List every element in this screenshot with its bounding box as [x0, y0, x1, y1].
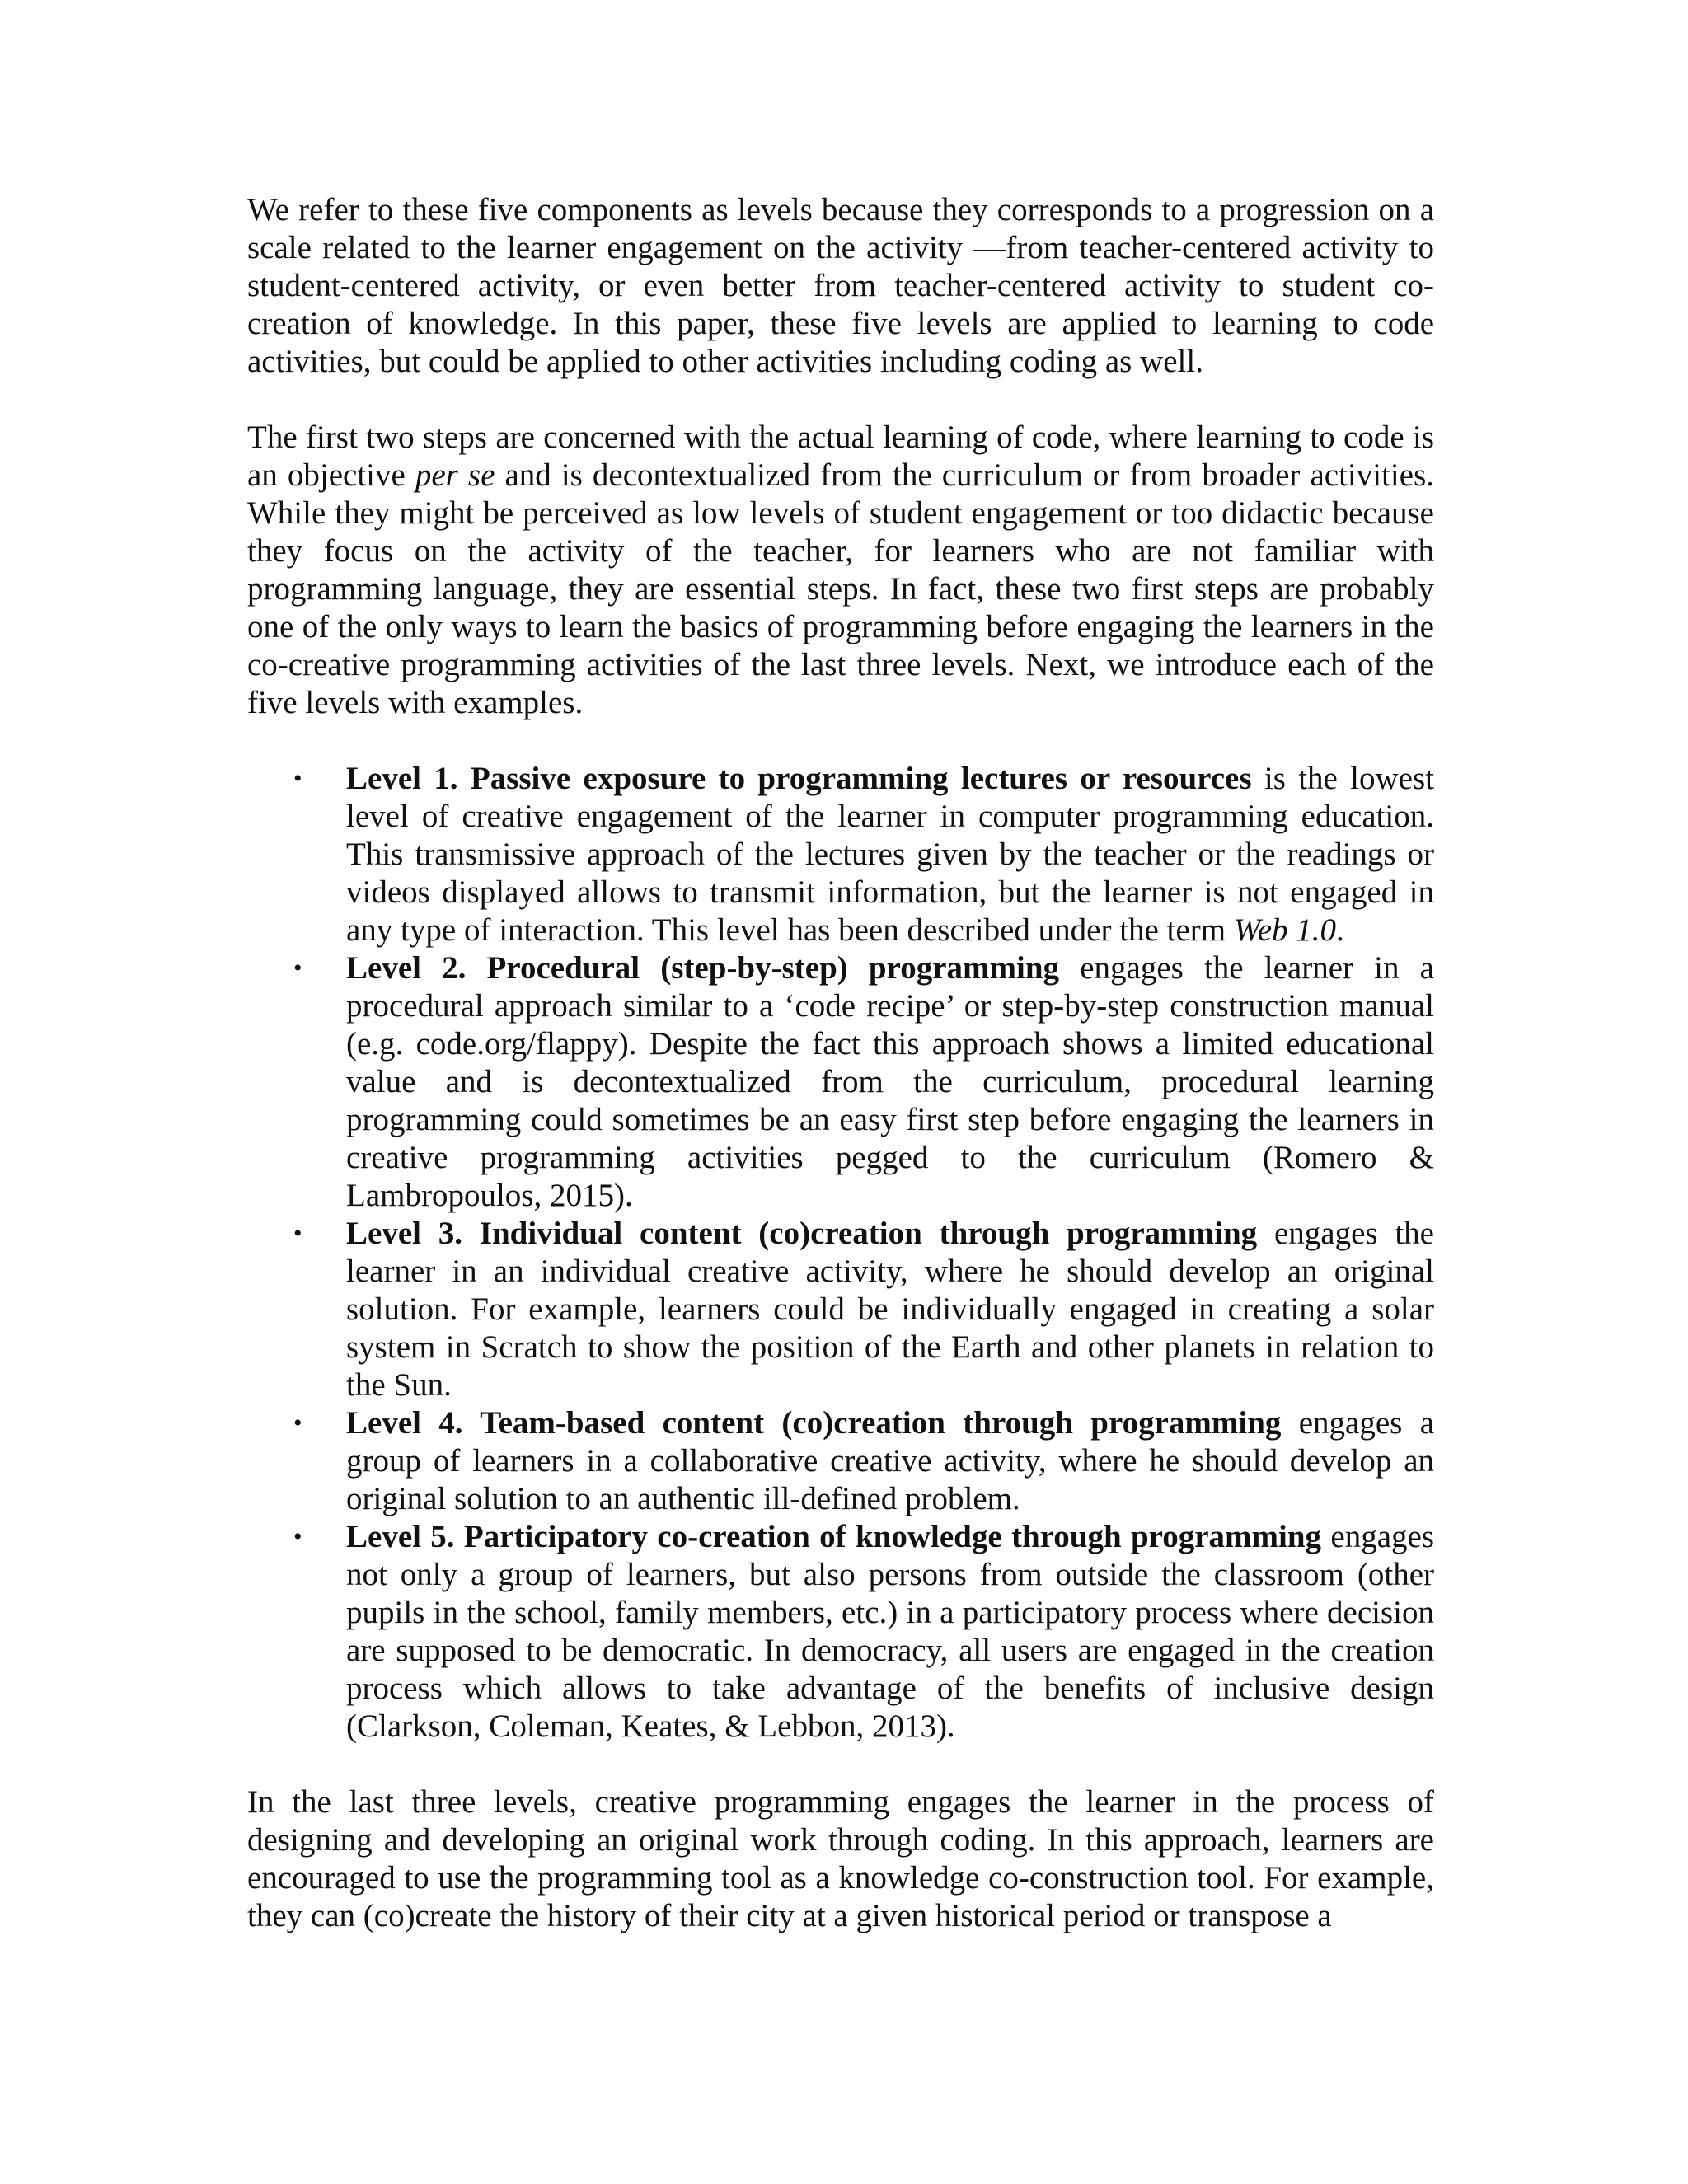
text-segment: engages a group of learners in a collaborative creative activity, where he should develop an original solution to an authentic ill-defined problem.: [346, 1405, 1434, 1516]
level-title: Level 2. Procedural (step-by-step) programming: [346, 950, 1060, 986]
text-segment: The first two steps are concerned with the actual learning of code, where learning to code is an objective: [247, 419, 1434, 493]
text-segment: .: [1336, 912, 1344, 948]
text-segment: engages not only a group of learners, but also persons from outside the classroom (other pupils in the school, family members, etc.) in a participatory process where decision are supposed to be democratic. In democracy, all users are engaged in the creation process which allows to take advantage of the benefits of inclusive design (Clarkson, Coleman, Keates, & Lebbon, 2013).: [346, 1519, 1434, 1744]
bullet-icon: •: [293, 1220, 302, 1247]
text-segment: engages the learner in a procedural approach similar to a ‘code recipe’ or step-by-step construction manual (e.g. code.org/flappy). Despite the fact this approach shows a limited educational value and is decontextualized from the curriculum, procedural learning programming could sometimes be an easy first step before engaging the learners in creative programming activities pegged to the curriculum (Romero & Lambropoulos, 2015).: [346, 950, 1434, 1213]
document-page: [247, 191, 1434, 1973]
level-item-3: [247, 1215, 1434, 1404]
level-item-4: [247, 1404, 1434, 1518]
text-segment: We refer to these five components as levels because they corresponds to a progression on a scale related to the learner engagement on the activity —from teacher-centered activity to student-centered activity, or even better from teacher-centered activity to student co-creation of knowledge. In this paper, these five levels are applied to learning to code activities, but could be applied to other activities including coding as well.: [247, 192, 1434, 379]
italic-term: per se: [415, 457, 495, 493]
levels-list: [247, 760, 1434, 1746]
level-title: Level 4. Team-based content (co)creation through programming: [346, 1405, 1282, 1441]
bullet-icon: •: [293, 1409, 302, 1436]
intro-paragraph: [247, 191, 1434, 381]
steps-paragraph: [247, 419, 1434, 722]
text-segment: In the last three levels, creative programming engages the learner in the process of designing and developing an original work through coding. In this approach, learners are encouraged to use the programming tool as a knowledge co-construction tool. For example, they can (co)create the history of their city at a given historical period or transpose a: [247, 1784, 1434, 1933]
text-segment: engages the learner in an individual creative activity, where he should develop an original solution. For example, learners could be individually engaged in creating a solar system in Scratch to show the position of the Earth and other planets in relation to the Sun.: [346, 1216, 1434, 1403]
bullet-icon: •: [293, 765, 302, 792]
level-title: Level 1. Passive exposure to programming lectures or resources: [346, 761, 1252, 796]
level-item-2: [247, 949, 1434, 1215]
text-segment: and is decontextualized from the curriculum or from broader activities. While they might be perceived as low levels of student engagement or too didactic because they focus on the activity of the teacher, for learners who are not familiar with programming language, they are essential steps. In fact, these two first steps are probably one of the only ways to learn the basics of programming before engaging the learners in the co-creative programming activities of the last three levels. Next, we introduce each of the five levels with examples.: [247, 457, 1435, 720]
closing-paragraph: [247, 1783, 1434, 1935]
italic-term: Web 1.0: [1233, 912, 1337, 948]
text-segment: is the lowest level of creative engagement of the learner in computer programming education. This transmissive approach of the lectures given by the teacher or the readings or videos displayed allows to transmit information, but the learner is not engaged in any type of interaction. This level has been described under the term: [346, 761, 1435, 948]
level-title: Level 5. Participatory co-creation of knowledge through programming: [346, 1519, 1322, 1554]
level-item-5: [247, 1518, 1434, 1746]
level-item-1: [247, 760, 1434, 949]
level-title: Level 3. Individual content (co)creation through programming: [346, 1216, 1258, 1251]
bullet-icon: •: [293, 954, 302, 982]
bullet-icon: •: [293, 1523, 302, 1550]
